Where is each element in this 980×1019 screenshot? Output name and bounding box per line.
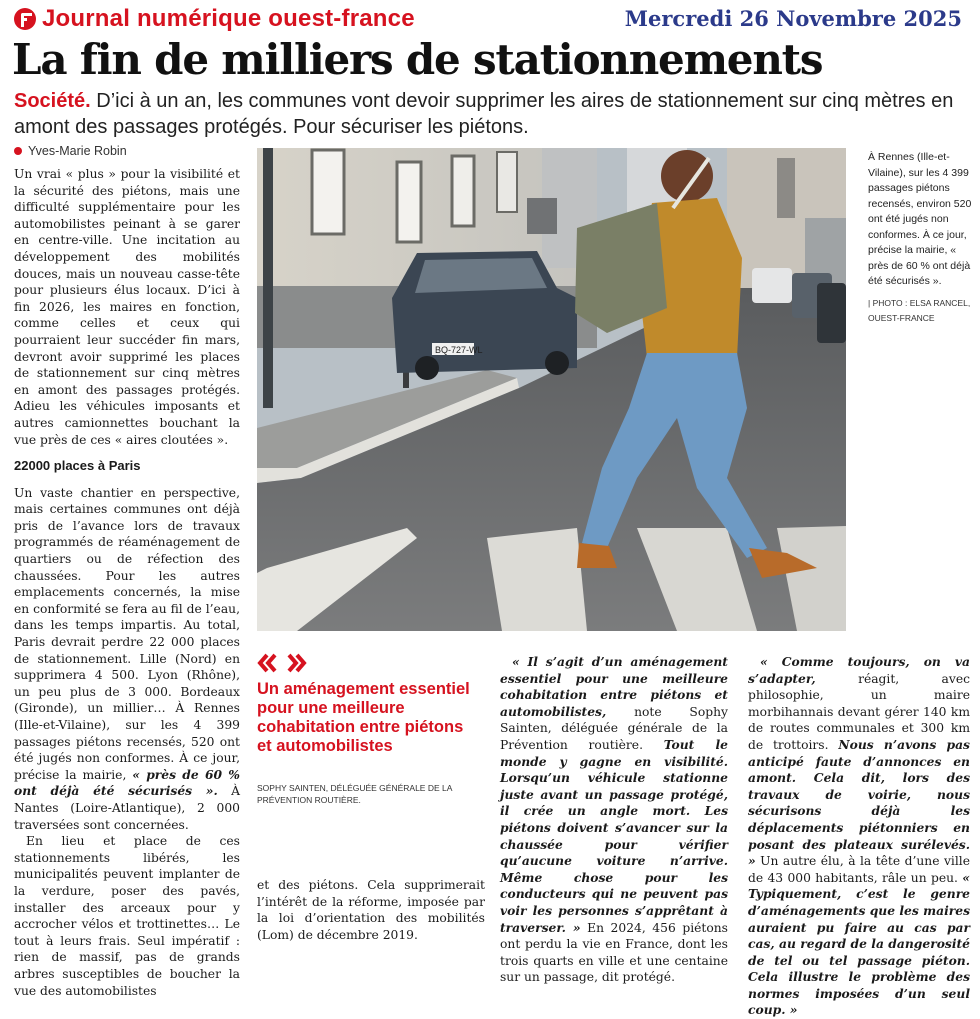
article-column-2 (257, 877, 485, 943)
publication-date: Mercredi 26 Novembre 2025 (624, 6, 962, 31)
quote-attribution-text: note Sophy Sainten, déléguée générale de la Prévention routière. (500, 704, 728, 752)
quote-part-2: Tout le monde y gagne en visibilité. Lorsqu’un véhicule stationne juste avant un passage protégé, il crée un angle mort. Les piétons doivent s’avancer sur la chaussée pour vérifier qu’aucune voiture n’arrive. Même chose pour les conducteurs qui ne peuvent pas voir les personnes s’apprêtant à traverser. » (500, 736, 728, 935)
pull-quote: Un aménagement essentiel pour une meilleure cohabitation entre piétons et automobilistes (257, 680, 470, 755)
paragraph-mayors (748, 654, 970, 1019)
mayor-text-2: Un autre élu, à la tête d’une ville de 43 000 habitants, râle un peu. (748, 854, 970, 885)
byline-author: Yves-Marie Robin (28, 144, 127, 158)
paragraph-column2: et des piétons. Cela supprimerait l’intérêt de la réforme, imposée par la loi d’orientation des mobilités (Lom) de décembre 2019. (257, 878, 485, 942)
byline-dot-icon (14, 147, 22, 155)
article-column-4 (748, 654, 970, 1019)
mayor-text-1: réagit, avec philosophie, un maire morbihannais devant gérer 140 km de routes communales et 300 km de trottoirs. (748, 671, 970, 752)
ouest-france-logo-icon (14, 8, 36, 30)
quote-marks-icon (257, 652, 307, 674)
article-photo (257, 148, 846, 631)
paragraph-2 (14, 485, 240, 833)
mayor-quote-2: Nous n’avons pas anticipé faute d’annonces en amont. Cela dit, lors des travaux de voirie, nous sécurisons déjà les déplacements piétonniers en posant des plateaux surélevés. » (748, 736, 970, 869)
article-column-3 (500, 654, 728, 986)
brand (14, 4, 415, 34)
byline (14, 144, 127, 158)
photo-credit: | PHOTO : ELSA RANCEL, OUEST-FRANCE (868, 297, 971, 323)
paragraph-2-text-end: À Nantes (Loire-Atlantique), 2 000 traversées sont concernées. (14, 784, 240, 832)
photo-caption (868, 150, 974, 326)
article-column-1 (14, 166, 240, 999)
license-plate-text: BQ-727-WL (435, 345, 483, 355)
statistic-text: En 2024, 456 piétons ont perdu la vie en France, dont les trois quarts en ville et une centaine sur un passage, dit protégé. (500, 920, 728, 985)
quote-part-1: « Il s’agit d’un aménagement essentiel pour une meilleure cohabitation entre piétons et automobilistes, (500, 654, 728, 719)
paragraph-2-text: Un vaste chantier en perspective, mais certaines communes ont déjà pris de l’avance lors de travaux programmés de réaménagement de quartiers ou de réfection des chaussées. Pour les autres emplacements concernés, la mise en conformité se fera au fil de l’eau, dans les temps impartis. Au total, Paris devrait perdre 22 000 places de stationnement. Lille (Nord) en supprimera 4 500. Lyon (Rhône), un peu plus de 3 000. Bordeaux (Gironde), un millier… À Rennes (Ille-et-Vilaine), sur les 4 399 passages piétons recensés, 520 ont été jugés non conformes. À ce jour, précise la mairie, (14, 485, 240, 782)
brand-name: Journal numérique ouest-france (42, 5, 415, 32)
mayor-quote-3: « Typiquement, c’est le genre d’aménagements que les maires auraient pu faire au cas par cas, au regard de la dangerosité de tel ou tel passage piéton. Cela illustre le problème des normes imposées d’un seul coup. » (748, 869, 970, 1018)
paragraph-3: En lieu et place de ces stationnements libérés, les municipalités peuvent implanter de la verdure, poser des pavés, installer des arceaux pour y accrocher vélos et trottinettes… Le tout à leurs frais. Seul impératif : rien de massif, pas de grands arbres susceptibles de boucher la vue des automobilistes (14, 834, 240, 998)
paragraph-quote-sainten (500, 654, 728, 986)
mayor-quote-1: « Comme toujours, on va s’adapter, (748, 654, 970, 686)
paragraph-2-quote: « près de 60 % ont déjà été sécurisés ». (14, 766, 240, 799)
paragraph-intro: Un vrai « plus » pour la visibilité et la sécurité des piétons, mais une difficulté supplémentaire pour les automobilistes peinant à se garer en centre-ville. Une incitation au développement des mobilités douces, mais un nouveau casse-tête pour plusieurs élus locaux. D’ici à fin 2026, les maires en fonction, comme celles et ceux qui pourraient leur succéder fin mars, devront avoir supprimé les places de stationnement sur cinq mètres en amont des passages protégés. Adieu les véhicules imposants et autres camionnettes bouchant la vue près de ces « aires cloutées ». (14, 167, 240, 447)
subheading: 22000 places à Paris (14, 458, 141, 474)
lede-text: D’ici à un an, les communes vont devoir supprimer les aires de stationnement sur cinq mètres en amont des passages protégés. Pour sécuriser les piétons. (14, 90, 954, 138)
lede-rubric: Société. (14, 90, 91, 112)
photo-caption-text: À Rennes (Ille-et-Vilaine), sur les 4 399 passages piétons recensés, environ 520 ont été jugés non conformes. À ce jour, précise la mairie, « près de 60 % ont déjà été sécurisés ». (868, 151, 972, 287)
lede (14, 88, 969, 140)
pull-quote-attribution: SOPHY SAINTEN, DÉLÉGUÉE GÉNÉRALE DE LA PRÉVENTION ROUTIÈRE. (257, 783, 452, 805)
headline: La fin de milliers de stationnements (12, 35, 823, 84)
